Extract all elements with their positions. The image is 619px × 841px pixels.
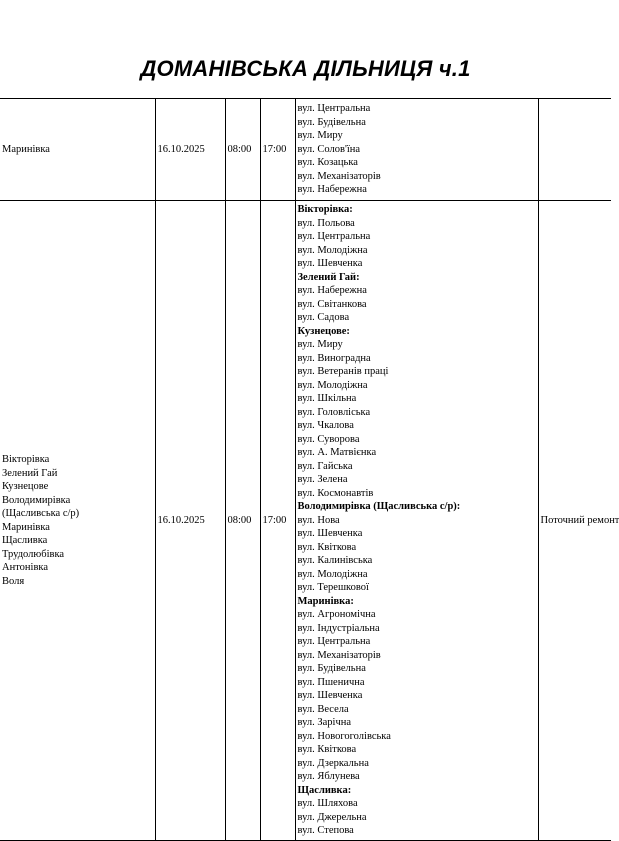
street-item: вул. Світанкова	[297, 298, 367, 310]
street-item: вул. Миру	[297, 339, 343, 351]
street-item: вул. Молодіжна	[297, 568, 368, 580]
street-item: вул. А. Матвієнка	[297, 447, 377, 459]
settlement-name: Антонівка	[2, 562, 48, 573]
street-item: вул. Шкільна	[297, 393, 357, 405]
settlement-name: Маринівка	[2, 521, 50, 533]
start-time-cell: 08:00	[225, 99, 260, 201]
street-item: вул. Терешкової	[297, 582, 369, 594]
settlement-name: (Щасливська с/р)	[2, 508, 80, 519]
settlement-name: Трудолюбівка	[2, 548, 65, 560]
settlement-name: Вікторівка	[2, 454, 50, 465]
street-item: вул. Квіткова	[297, 541, 357, 553]
street-item: вул. Степова	[297, 825, 354, 837]
street-item: вул. Польова	[297, 217, 355, 229]
street-item: вул. Ветеранів праці	[297, 366, 389, 378]
settlement-name: Воля	[2, 575, 25, 587]
end-time-cell: 17:00	[260, 99, 295, 201]
settlement-heading: Володимирівка (Щасливська с/р):	[297, 501, 461, 513]
street-item: вул. Набережна	[297, 285, 367, 297]
street-item: вул. Набережна	[297, 184, 367, 196]
street-item: вул. Чкалова	[297, 420, 354, 432]
street-item: вул. Новогоголівська	[297, 730, 391, 742]
street-item: вул. Нова	[297, 514, 340, 526]
street-item: вул. Головліська	[297, 406, 371, 418]
street-item: вул. Яблунева	[297, 771, 360, 783]
street-item: вул. Центральна	[297, 231, 371, 243]
street-item: вул. Зелена	[297, 474, 348, 486]
streets-cell	[295, 201, 538, 841]
street-item: вул. Джерельна	[297, 811, 367, 823]
settlement-name: Кузнецове	[2, 481, 49, 492]
street-item: вул. Гайська	[297, 460, 353, 472]
street-item: вул. Механізаторів	[297, 649, 381, 661]
street-item: вул. Весела	[297, 703, 349, 715]
street-item: вул. Молодіжна	[297, 379, 368, 391]
settlement-heading: Вікторівка:	[297, 204, 353, 216]
street-item: вул. Калинівська	[297, 555, 373, 567]
settlement-heading: Зелений Гай:	[297, 271, 360, 283]
note-cell	[538, 99, 611, 201]
settlement-name: Маринівка	[2, 143, 50, 155]
settlements-cell	[0, 201, 155, 841]
street-item: вул. Квіткова	[297, 744, 357, 756]
street-item: вул. Суворова	[297, 433, 360, 445]
street-item: вул. Шляхова	[297, 798, 358, 810]
street-item: вул. Молодіжна	[297, 244, 368, 256]
street-item: вул. Агрономічна	[297, 609, 376, 621]
settlement-name: Щасливка	[2, 535, 48, 546]
street-item: вул. Миру	[297, 130, 343, 142]
streets-cell	[295, 99, 538, 201]
page-title: ДОМАНІВСЬКА ДІЛЬНИЦЯ ч.1	[140, 56, 471, 81]
street-item: вул. Центральна	[297, 103, 371, 115]
street-item: вул. Будівельна	[297, 116, 366, 128]
note-cell: Поточний ремонт	[538, 201, 611, 841]
street-item: вул. Будівельна	[297, 663, 366, 675]
street-item: вул. Дзеркальна	[297, 757, 369, 769]
street-item: вул. Зарічна	[297, 717, 352, 729]
street-item: вул. Садова	[297, 312, 350, 324]
street-item: вул. Шевченка	[297, 690, 363, 702]
date-cell: 16.10.2025	[155, 201, 225, 841]
settlement-heading: Кузнецове:	[297, 325, 350, 337]
street-item: вул. Центральна	[297, 636, 371, 648]
settlement-name: Зелений Гай	[2, 467, 58, 479]
street-item: вул. Космонавтів	[297, 487, 374, 499]
table-row	[0, 201, 611, 841]
start-time-cell: 08:00	[225, 201, 260, 841]
street-item: вул. Солов'їна	[297, 143, 361, 155]
table-row	[0, 99, 611, 201]
street-item: вул. Козацька	[297, 157, 358, 169]
street-item: вул. Виноградна	[297, 352, 371, 364]
settlements-cell	[0, 99, 155, 201]
street-item: вул. Механізаторів	[297, 170, 381, 182]
settlement-name: Володимирівка	[2, 494, 71, 506]
street-item: вул. Шевченка	[297, 528, 363, 540]
street-item: вул. Пшенична	[297, 676, 365, 688]
street-item: вул. Індустріальна	[297, 622, 380, 634]
settlement-heading: Щасливка:	[297, 784, 352, 796]
outage-schedule-table	[0, 98, 619, 841]
date-cell: 16.10.2025	[155, 99, 225, 201]
settlement-heading: Маринівка:	[297, 595, 354, 607]
end-time-cell: 17:00	[260, 201, 295, 841]
street-item: вул. Шевченка	[297, 258, 363, 270]
